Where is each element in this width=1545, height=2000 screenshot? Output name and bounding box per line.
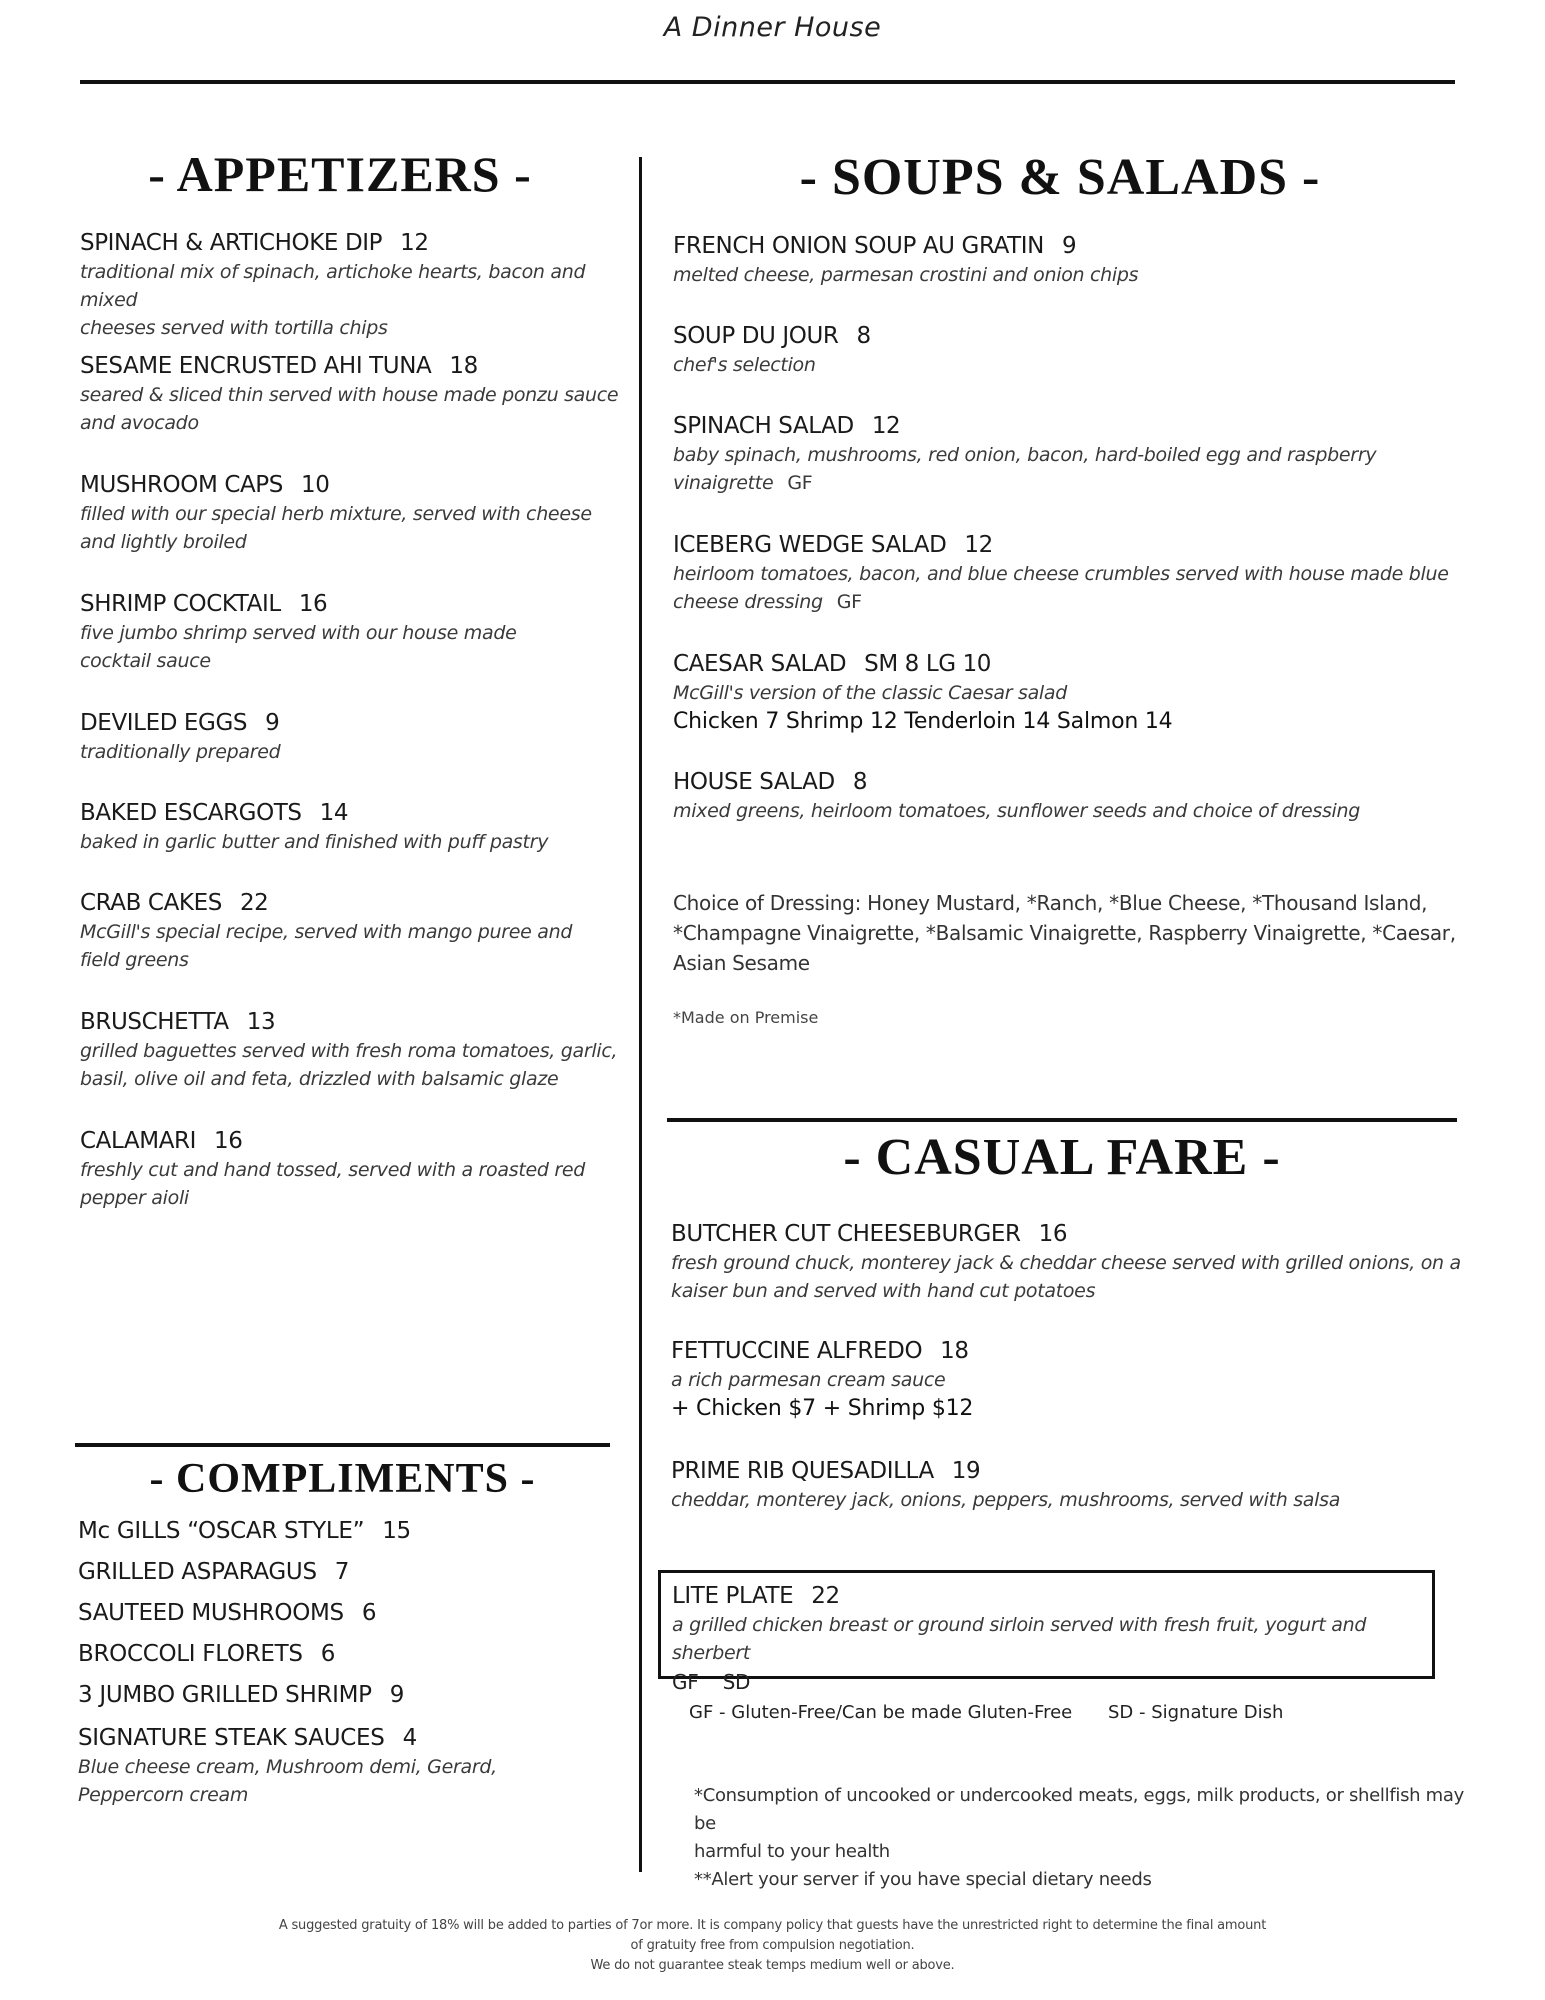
menu-item <box>671 1219 1471 1305</box>
menu-item <box>673 530 1473 616</box>
compliments-divider <box>75 1443 610 1447</box>
sd-legend: SD - Signature Dish <box>1107 1702 1284 1723</box>
menu-item <box>80 708 640 766</box>
item-name: SHRIMP COCKTAIL <box>80 591 281 617</box>
compliments-heading: - COMPLIMENTS - <box>149 1456 536 1502</box>
item-name: HOUSE SALAD <box>673 769 835 795</box>
item-description: a grilled chicken breast or ground sirloin served with fresh fruit, yogurt and sherbert <box>672 1614 1367 1664</box>
item-price: 16 <box>1038 1221 1068 1247</box>
item-name: ICEBERG WEDGE SALAD <box>673 532 947 558</box>
item-price: 22 <box>239 890 269 916</box>
list-item: Mc GILLS “OSCAR STYLE” 15 <box>78 1518 411 1544</box>
dressing-choices: Choice of Dressing: Honey Mustard, *Ranch, *Blue Cheese, *Thousand Island, *Champagne Vinaigrette, *Balsamic Vinaigrette, Raspberry Vinaigrette, *Caesar, Asian Sesame <box>673 891 1456 975</box>
menu-item <box>673 321 1473 379</box>
restaurant-tagline: A Dinner House <box>663 12 882 43</box>
item-name: DEVILED EGGS <box>80 710 248 736</box>
item-price: 9 <box>265 710 280 736</box>
menu-item <box>80 798 640 856</box>
soups-salads-heading: - SOUPS & SALADS - <box>799 149 1321 206</box>
item-description: five jumbo shrimp served with our house made cocktail sauce <box>80 622 517 672</box>
item-name: LITE PLATE <box>672 1583 794 1609</box>
made-on-premise-note: *Made on Premise <box>673 1008 819 1027</box>
menu-item <box>673 649 1473 737</box>
item-name: FETTUCCINE ALFREDO <box>671 1338 923 1364</box>
list-item: SIGNATURE STEAK SAUCES 4 <box>78 1725 417 1751</box>
item-name: SPINACH & ARTICHOKE DIP <box>80 230 383 256</box>
item-description: cheddar, monterey jack, onions, peppers, mushrooms, served with salsa <box>671 1489 1341 1511</box>
item-price: 19 <box>951 1458 981 1484</box>
item-price: 12 <box>871 413 901 439</box>
item-description: melted cheese, parmesan crostini and onion chips <box>673 264 1139 286</box>
item-price: 16 <box>298 591 328 617</box>
item-description: McGill's special recipe, served with mango puree and field greens <box>80 921 573 971</box>
list-item: GRILLED ASPARAGUS 7 <box>78 1559 350 1585</box>
menu-item <box>80 1126 640 1212</box>
item-price: 10 <box>300 472 330 498</box>
item-price: 9 <box>1061 233 1077 259</box>
item-description: a rich parmesan cream sauce <box>671 1369 946 1391</box>
dietary-legend <box>689 1702 1283 1723</box>
item-description: traditional mix of spinach, artichoke hearts, bacon and mixed cheeses served with tortilla chips <box>80 261 586 339</box>
item-name: BAKED ESCARGOTS <box>80 800 302 826</box>
casual-divider <box>667 1118 1457 1122</box>
appetizers-heading: - APPETIZERS - <box>148 146 532 202</box>
menu-item <box>80 351 640 437</box>
list-item: SAUTEED MUSHROOMS 6 <box>78 1600 377 1626</box>
item-description: traditionally prepared <box>80 741 281 763</box>
item-name: SESAME ENCRUSTED AHI TUNA <box>80 353 432 379</box>
item-price: 8 <box>852 769 868 795</box>
item-description: baby spinach, mushrooms, red onion, bacon, hard-boiled egg and raspberry vinaigrette GF <box>673 444 1377 494</box>
menu-item <box>673 767 1473 825</box>
item-name: BRUSCHETTA <box>80 1009 229 1035</box>
item-name: PRIME RIB QUESADILLA <box>671 1458 934 1484</box>
sauces-description: Blue cheese cream, Mushroom demi, Gerard, Peppercorn cream <box>78 1756 497 1806</box>
item-description: grilled baguettes served with fresh roma tomatoes, garlic, basil, olive oil and feta, drizzled with balsamic glaze <box>80 1040 618 1090</box>
menu-item <box>80 1007 640 1093</box>
item-price: 12 <box>964 532 993 558</box>
item-price: 22 <box>811 1583 840 1609</box>
gf-tag: GF <box>836 591 862 613</box>
gf-legend: GF - Gluten-Free/Can be made Gluten-Free <box>689 1702 1073 1723</box>
gratuity-footer: A suggested gratuity of 18% will be added to parties of 7or more. It is company policy that guests have the unrestricted right to determine the final amount of gratuity free from compulsion negotiation. We do not guarantee steak temps medium well or above. <box>278 1918 1267 1973</box>
menu-item <box>671 1336 1471 1424</box>
list-item: BROCCOLI FLORETS 6 <box>78 1641 336 1667</box>
item-price: 14 <box>319 800 349 826</box>
item-description: freshly cut and hand tossed, served with a roasted red pepper aioli <box>80 1159 586 1209</box>
item-name: SPINACH SALAD <box>673 413 854 439</box>
list-item: 3 JUMBO GRILLED SHRIMP 9 <box>78 1682 405 1708</box>
item-addons: + Chicken $7 + Shrimp $12 <box>671 1396 974 1421</box>
menu-item <box>673 411 1473 497</box>
compliments-list <box>78 1516 618 1809</box>
item-description: filled with our special herb mixture, served with cheese and lightly broiled <box>80 503 592 553</box>
item-name: CALAMARI <box>80 1128 197 1154</box>
menu-item <box>80 470 640 556</box>
item-name: BUTCHER CUT CHEESEBURGER <box>671 1221 1021 1247</box>
item-description: heirloom tomatoes, bacon, and blue cheese crumbles served with house made blue cheese dressing GF <box>673 563 1449 613</box>
item-name: FRENCH ONION SOUP AU GRATIN <box>673 233 1044 259</box>
menu-item <box>80 228 640 342</box>
item-description: baked in garlic butter and finished with puff pastry <box>80 831 549 853</box>
item-description: seared & sliced thin served with house made ponzu sauce and avocado <box>80 384 619 434</box>
item-name: CAESAR SALAD <box>673 651 847 677</box>
menu-item <box>673 231 1473 289</box>
consumption-warning: *Consumption of uncooked or undercooked meats, eggs, milk products, or shellfish may be harmful to your health **Alert your server if you have special dietary needs <box>694 1785 1464 1890</box>
item-price: 8 <box>856 323 871 349</box>
item-price: 12 <box>400 230 429 256</box>
item-name: SOUP DU JOUR <box>673 323 839 349</box>
casual-fare-heading: - CASUAL FARE - <box>843 1129 1281 1186</box>
item-addons: Chicken 7 Shrimp 12 Tenderloin 14 Salmon 14 <box>673 709 1173 734</box>
header-divider <box>80 80 1455 84</box>
item-price: 18 <box>940 1338 969 1364</box>
item-name: MUSHROOM CAPS <box>80 472 283 498</box>
item-price: 18 <box>449 353 478 379</box>
menu-item <box>671 1456 1471 1514</box>
item-name: CRAB CAKES <box>80 890 222 916</box>
item-price: SM 8 LG 10 <box>864 651 992 677</box>
item-price: 16 <box>214 1128 243 1154</box>
item-description: fresh ground chuck, monterey jack & cheddar cheese served with grilled onions, on a kaiser bun and served with hand cut potatoes <box>671 1252 1461 1302</box>
item-price: 13 <box>246 1009 276 1035</box>
item-description: McGill's version of the classic Caesar salad <box>673 682 1068 704</box>
item-tags: GF SD <box>672 1670 751 1694</box>
menu-item <box>80 888 640 974</box>
item-description: chef's selection <box>673 354 816 376</box>
item-description: mixed greens, heirloom tomatoes, sunflower seeds and choice of dressing <box>673 800 1361 822</box>
lite-plate-box <box>658 1570 1435 1694</box>
menu-item <box>80 589 640 675</box>
gf-tag: GF <box>787 472 813 494</box>
